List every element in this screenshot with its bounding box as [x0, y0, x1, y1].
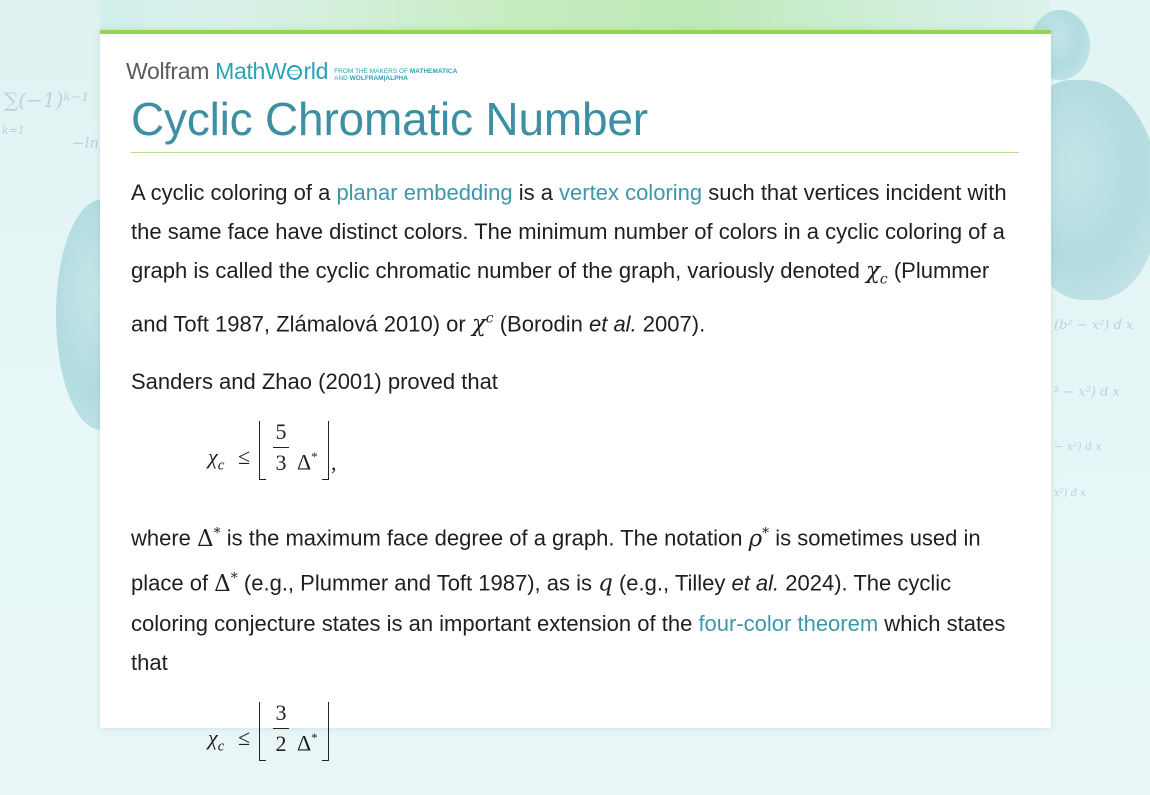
background-formula: − x²) d x — [1054, 440, 1102, 453]
eq-relation: ≤ — [238, 444, 251, 470]
background-formula: x²) d x — [1054, 488, 1086, 499]
math-symbol: χ — [208, 444, 218, 470]
eq-lhs — [208, 437, 224, 485]
title-divider — [131, 152, 1019, 153]
link-planar-embedding[interactable]: planar embedding — [336, 180, 513, 205]
tagline-text: AND — [334, 75, 350, 82]
math-delta-star — [214, 571, 238, 597]
fraction-denominator: 2 — [275, 730, 287, 756]
text: 2007). — [636, 311, 706, 337]
background-right-panel — [1050, 0, 1150, 724]
link-vertex-coloring[interactable]: vertex coloring — [559, 180, 703, 205]
floor-right-bracket — [322, 702, 329, 761]
text: is the maximum face degree of a graph. The notation — [220, 525, 749, 551]
eq-fraction — [273, 700, 289, 757]
fraction-numerator: 5 — [275, 419, 287, 445]
floor-right-bracket — [322, 421, 329, 480]
background-formula-sub: k=1 — [2, 124, 25, 137]
background-formula-ln: −ln — [72, 134, 100, 152]
text: (e.g., Tilley — [612, 570, 732, 596]
tagline-line2 — [334, 75, 457, 82]
background-left-panel — [0, 0, 100, 724]
math-symbol: χ — [208, 724, 218, 750]
brand-mathworld — [215, 58, 328, 85]
math-q: q — [598, 570, 613, 597]
math-superscript: * — [311, 449, 318, 465]
brand-mathworld-prefix: MathW — [215, 58, 287, 84]
floor-left-bracket — [259, 702, 266, 761]
eq-trailing-punct: , — [331, 450, 337, 476]
math-superscript: * — [311, 729, 318, 745]
brand-wolfram: Wolfram — [126, 58, 210, 84]
tagline-text: FROM THE MAKERS OF — [334, 68, 410, 75]
paragraph-sanders-zhao — [131, 362, 1026, 401]
math-symbol: χ — [865, 258, 880, 284]
brand-tagline — [334, 68, 457, 82]
fraction-bar — [273, 728, 289, 729]
background-formula: (b² − x²) d x — [1054, 318, 1134, 333]
fraction-denominator: 3 — [275, 450, 287, 476]
text-et-al: et al. — [731, 570, 780, 596]
eq-delta — [297, 718, 318, 762]
paragraph-definition — [131, 173, 1026, 344]
math-superscript: * — [213, 525, 221, 542]
text: is a — [512, 180, 560, 205]
brand-mathworld-suffix: rld — [303, 58, 329, 84]
tagline-line1 — [334, 68, 457, 75]
background-formula — [4, 88, 89, 112]
equation-cyclic-coloring-conjecture — [131, 700, 1026, 775]
fraction-bar — [273, 447, 289, 448]
paragraph-notation — [131, 514, 1026, 681]
eq-lhs — [208, 718, 224, 766]
equation-upper-bound — [131, 419, 1026, 494]
math-subscript: c — [879, 271, 888, 288]
text: such that vertices incident with the same face have distinct colors. The minimum number of colors in a cyclic coloring of a graph is called the cyclic chromatic number of the graph, variously denoted — [131, 180, 1007, 283]
eq-fraction — [273, 419, 289, 476]
math-superscript: * — [230, 569, 238, 586]
math-delta-star — [197, 526, 221, 552]
text: A cyclic coloring of a — [131, 180, 337, 205]
eq-floor — [259, 419, 329, 481]
floor-left-bracket — [259, 421, 266, 480]
math-symbol: Δ — [297, 449, 312, 475]
math-subscript: c — [217, 457, 225, 474]
text: which states that — [131, 610, 1006, 675]
math-symbol: Δ — [214, 570, 231, 597]
tagline-wolframalpha: WOLFRAM|ALPHA — [349, 75, 408, 82]
mathworld-logo-link[interactable] — [126, 58, 457, 88]
text: where — [131, 525, 198, 551]
text: Sanders and Zhao (2001) proved that — [131, 369, 498, 395]
article-card — [100, 30, 1051, 756]
math-subscript: c — [217, 737, 225, 754]
math-rho-star — [749, 526, 770, 552]
math-superscript: * — [762, 525, 770, 542]
page-title: Cyclic Chromatic Number — [131, 93, 648, 145]
tagline-mathematica: MATHEMATICA — [409, 68, 458, 75]
text: (Borodin — [493, 311, 589, 337]
math-symbol: Δ — [197, 525, 214, 552]
link-four-color-theorem[interactable]: four-color theorem — [698, 610, 879, 636]
math-chi-sub-c — [865, 258, 888, 288]
text: is sometimes used in place of — [131, 525, 981, 596]
fraction-numerator: 3 — [275, 699, 287, 725]
math-symbol: Δ — [297, 729, 312, 755]
math-symbol: χ — [471, 311, 486, 338]
eq-floor — [259, 700, 329, 762]
background-formula-text: ∑(−1)ᵏ⁻¹ — [4, 88, 90, 112]
article-body — [131, 173, 1026, 795]
text: 2024). The cyclic coloring conjecture states is an important extension of the — [131, 570, 952, 636]
eq-relation: ≤ — [238, 724, 251, 750]
background-formula: ² − x²) d x — [1054, 385, 1120, 400]
eq-delta — [297, 437, 318, 481]
text: (Plummer and Toft 1987, Zlámalová 2010) or — [131, 258, 990, 337]
math-superscript: c — [485, 310, 494, 327]
math-chi-sup-c — [472, 311, 494, 337]
text: (e.g., Plummer and Toft 1987), as is — [237, 570, 599, 596]
globe-icon — [287, 65, 302, 80]
text-et-al: et al. — [588, 311, 637, 337]
math-symbol: ρ — [748, 525, 763, 552]
